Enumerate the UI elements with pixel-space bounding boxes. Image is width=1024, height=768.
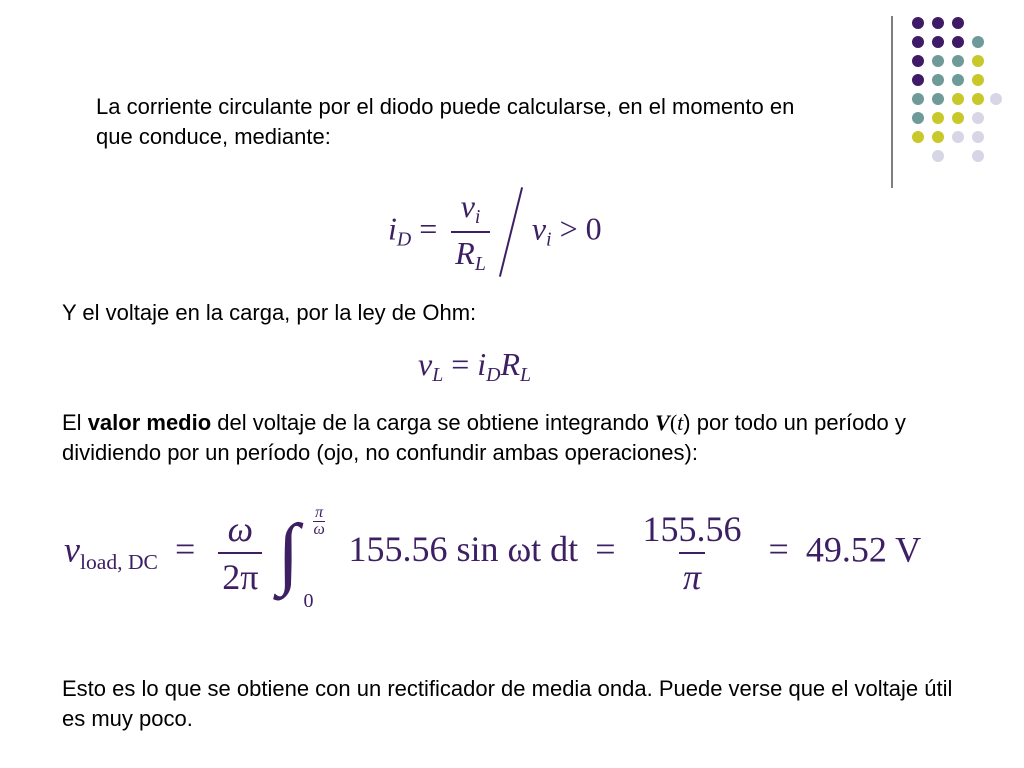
conclusion-paragraph: Esto es lo que se obtiene con un rectificador de media onda. Puede verse que el voltaje útil es muy poco. (62, 676, 953, 731)
dot (912, 131, 924, 143)
dot (972, 74, 984, 86)
dot (972, 93, 984, 105)
integral-lower-limit: 0 (303, 590, 314, 612)
eq1-cond-sub: i (546, 228, 552, 251)
eq2-f2: R (500, 346, 521, 382)
dot (952, 36, 964, 48)
eq3-integrand: 155.56 sin ωt dt (348, 529, 579, 570)
p3-paren: ( (669, 410, 678, 435)
dot (912, 55, 924, 67)
eq1-cond-var: v (531, 210, 547, 247)
dot (932, 17, 944, 29)
diode-current-equation (388, 186, 602, 276)
dot (972, 55, 984, 67)
dot (912, 112, 924, 124)
eq2-equals: = (451, 346, 470, 382)
dot (932, 150, 944, 162)
average-value-paragraph (62, 408, 962, 468)
eq3-coef-den: 2π (218, 552, 262, 598)
eq3-result-fraction (639, 508, 746, 598)
dot (952, 112, 964, 124)
eq2-lhs-sub: L (432, 363, 444, 386)
load-voltage-equation (418, 346, 531, 387)
eq3-lhs-sub: load, DC (79, 549, 158, 574)
integral-sign: ∫ $\frac{\pi}{\omega}$ 0 (277, 504, 325, 612)
eq2-f1-sub: D (486, 363, 501, 386)
dot (972, 131, 984, 143)
p3-text-2: del voltaje de la carga se obtiene integrando (211, 410, 656, 435)
eq2-lhs: v (418, 346, 433, 382)
ohm-law-paragraph: Y el voltaje en la carga, por la ley de Ohm: (62, 300, 477, 325)
p3-t-symbol: t (677, 410, 684, 435)
eq1-num: v (460, 188, 475, 225)
vertical-rule (891, 16, 893, 188)
dot (912, 17, 924, 29)
dot (932, 93, 944, 105)
p3-bold-term: valor medio (87, 410, 212, 435)
eq3-equals-2: = (595, 529, 616, 570)
p3-v-symbol: V (655, 410, 670, 435)
dot (972, 150, 984, 162)
dot (952, 17, 964, 29)
dot (912, 74, 924, 86)
dot (912, 36, 924, 48)
upper-limit-num: π (315, 504, 324, 521)
upper-limit-den: ω (313, 521, 325, 538)
eq1-lhs-sub: D (396, 228, 412, 251)
dot (952, 93, 964, 105)
eq3-lhs: v (64, 529, 80, 570)
eq1-den-sub: L (474, 252, 486, 275)
eq3-equals-1: = (174, 529, 196, 570)
eq3-coef-num: ω (227, 509, 254, 549)
eq3-coef-fraction (218, 508, 262, 598)
dot (972, 112, 984, 124)
p3-text-1: El (62, 410, 88, 435)
condition-slash (499, 187, 523, 277)
eq3-equals-3: = (768, 529, 789, 570)
eq2-f2-sub: L (520, 363, 532, 386)
eq1-cond-rel: > 0 (559, 210, 602, 247)
eq3-frac-den: π (679, 552, 705, 598)
eq1-equals: = (419, 210, 438, 247)
eq1-den: R (455, 235, 475, 271)
dot (932, 55, 944, 67)
integral-upper-limit (313, 505, 324, 538)
dot (952, 74, 964, 86)
dot (932, 112, 944, 124)
eq1-fraction (451, 188, 490, 276)
dot (912, 93, 924, 105)
eq2-f1: i (477, 346, 487, 382)
dot (952, 131, 964, 143)
average-voltage-equation (64, 504, 922, 618)
eq3-frac-num: 155.56 (642, 509, 742, 549)
intro-paragraph: La corriente circulante por el diodo puede calcularse, en el momento en que conduce, mediante: (96, 94, 795, 149)
eq1-lhs: i (388, 210, 397, 247)
dot (932, 131, 944, 143)
p3-text-3: ) por todo un período y dividiendo por un período (ojo, no confundir ambas operaciones): (62, 410, 906, 465)
dot (972, 36, 984, 48)
dot (990, 93, 1002, 105)
dot (932, 74, 944, 86)
eq3-result: 49.52 V (805, 529, 922, 570)
dot (932, 36, 944, 48)
eq1-num-sub: i (474, 206, 481, 228)
dot (952, 55, 964, 67)
